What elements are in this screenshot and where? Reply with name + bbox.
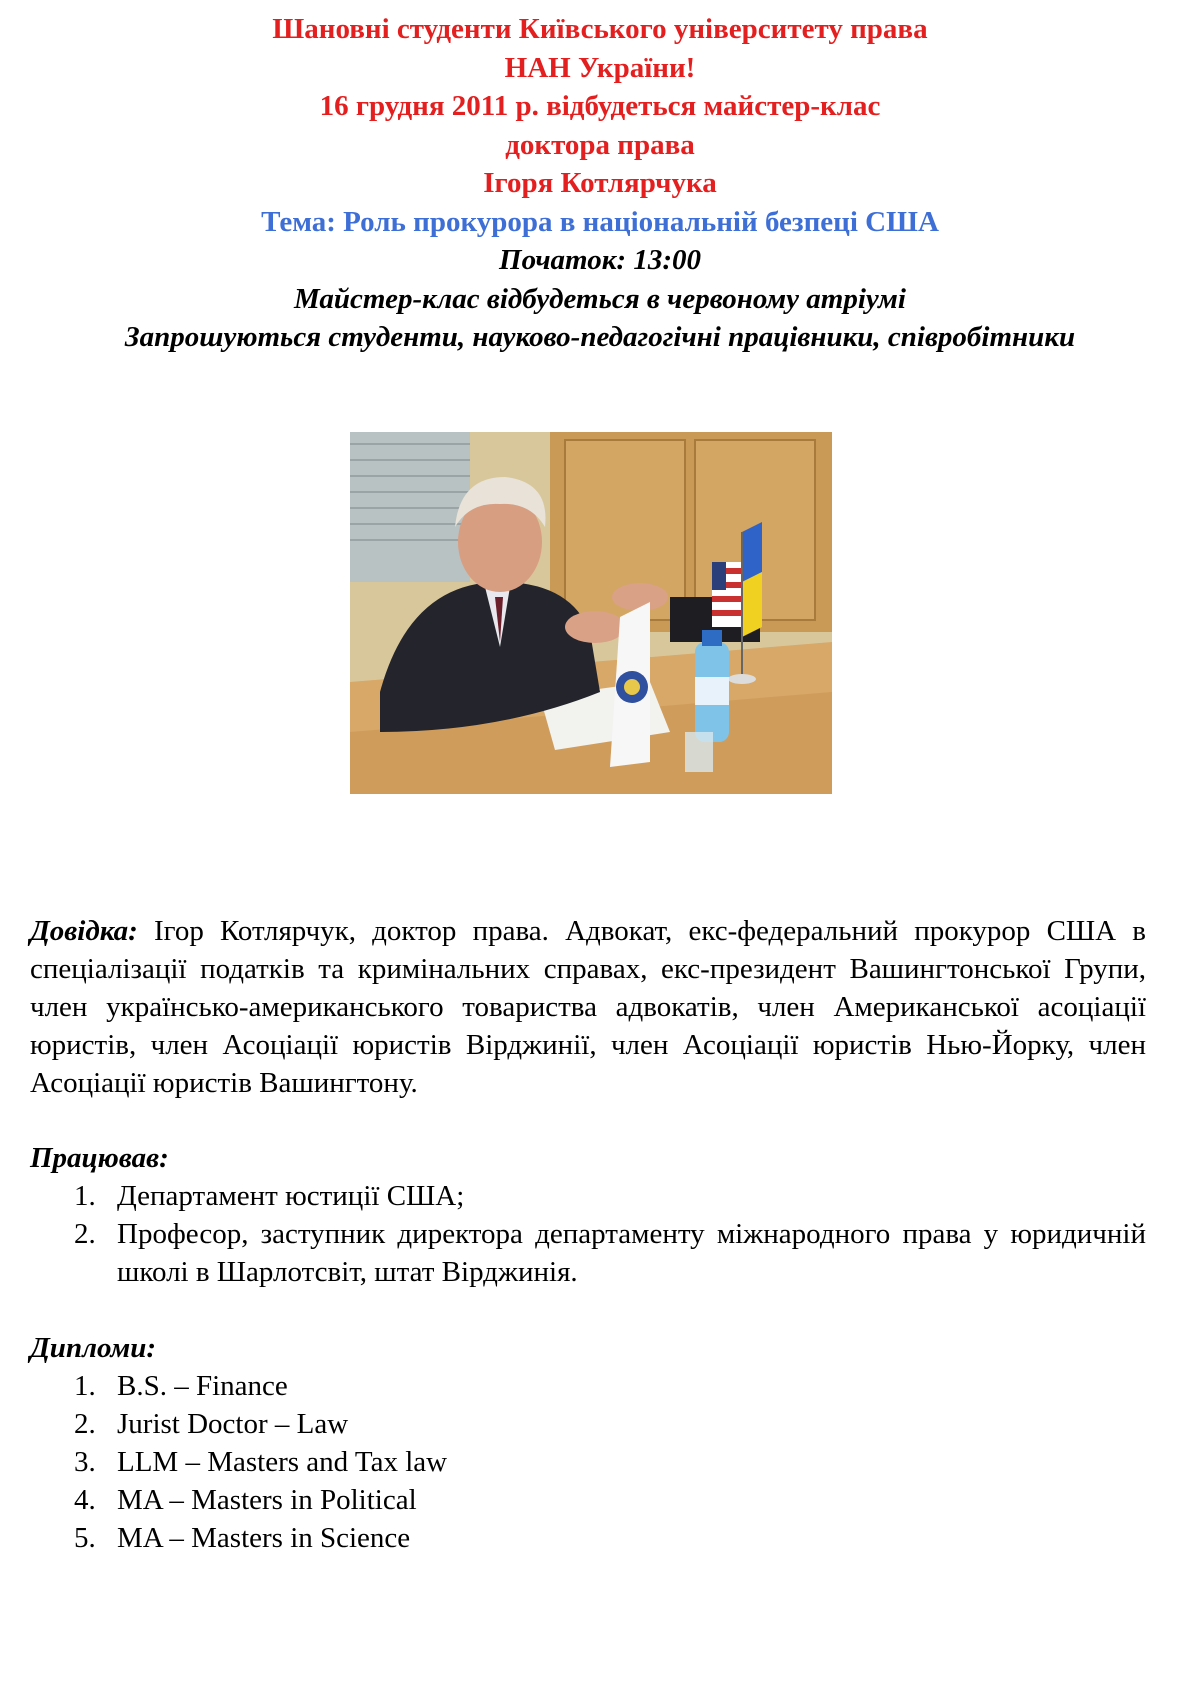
list-item: [0, 1519, 1146, 1557]
reference-text: Ігор Котлярчук, доктор права. Адвокат, екс-федеральний прокурор США в спеціалізації податків та кримінальних справах, екс-президент Вашингтонської Групи, член українсько-американського товариства адвокатів, член Американської асоціації юристів, член Асоціації юристів Вірджинії, член Асоціації юристів Нью-Йорку, член Асоціації юристів Вашингтону.: [30, 915, 1146, 1099]
reference-label: Довідка:: [30, 915, 138, 947]
reference-paragraph: [30, 912, 1146, 1102]
speaker-name: Ігоря Котлярчука: [483, 167, 717, 199]
list-item: [0, 1177, 1146, 1215]
announcement-header: [0, 10, 1200, 357]
list-text: Департамент юстиції США;: [117, 1180, 465, 1212]
list-item: [0, 1443, 1146, 1481]
diplomas-list: [0, 1367, 1146, 1557]
worked-title: Працював:: [30, 1142, 169, 1174]
title-line: доктора права: [505, 128, 695, 161]
list-item: [0, 1367, 1146, 1405]
list-text: MA – Masters in Political: [117, 1484, 417, 1516]
list-item: [0, 1405, 1146, 1443]
invited-line: Запрошуються студенти, науково-педагогічні працівники, співробітники: [124, 321, 1076, 353]
diplomas-title: Дипломи:: [30, 1332, 156, 1364]
list-text: MA – Masters in Science: [117, 1522, 411, 1554]
speaker-photo: [350, 432, 832, 794]
list-number: 2.: [74, 1408, 96, 1440]
venue-line: Майстер-клас відбудеться в червоному атріумі: [294, 282, 906, 315]
list-number: 2.: [74, 1218, 96, 1250]
list-text: Jurist Doctor – Law: [117, 1408, 349, 1440]
date-line: 16 грудня 2011 р. відбудеться майстер-клас: [319, 90, 881, 122]
list-number: 4.: [74, 1484, 96, 1516]
list-number: 3.: [74, 1446, 96, 1478]
worked-list: [0, 1177, 1146, 1291]
list-number: 1.: [74, 1180, 96, 1212]
list-item: [0, 1481, 1146, 1519]
list-text: B.S. – Finance: [117, 1370, 288, 1402]
greeting-line: Шановні студенти Київського університету права: [272, 13, 928, 45]
start-time: Початок: 13:00: [499, 244, 701, 276]
list-item: [0, 1215, 1146, 1291]
list-text: LLM – Masters and Tax law: [117, 1446, 448, 1478]
greeting-line-2: НАН України!: [504, 51, 696, 84]
list-number: 5.: [74, 1522, 96, 1554]
list-number: 1.: [74, 1370, 96, 1402]
topic-line: Тема: Роль прокурора в національній безпеці США: [261, 205, 939, 238]
list-text: Професор, заступник директора департаменту міжнародного права у юридичній школі в Шарлотсвіт, штат Вірджинія.: [117, 1218, 1146, 1288]
